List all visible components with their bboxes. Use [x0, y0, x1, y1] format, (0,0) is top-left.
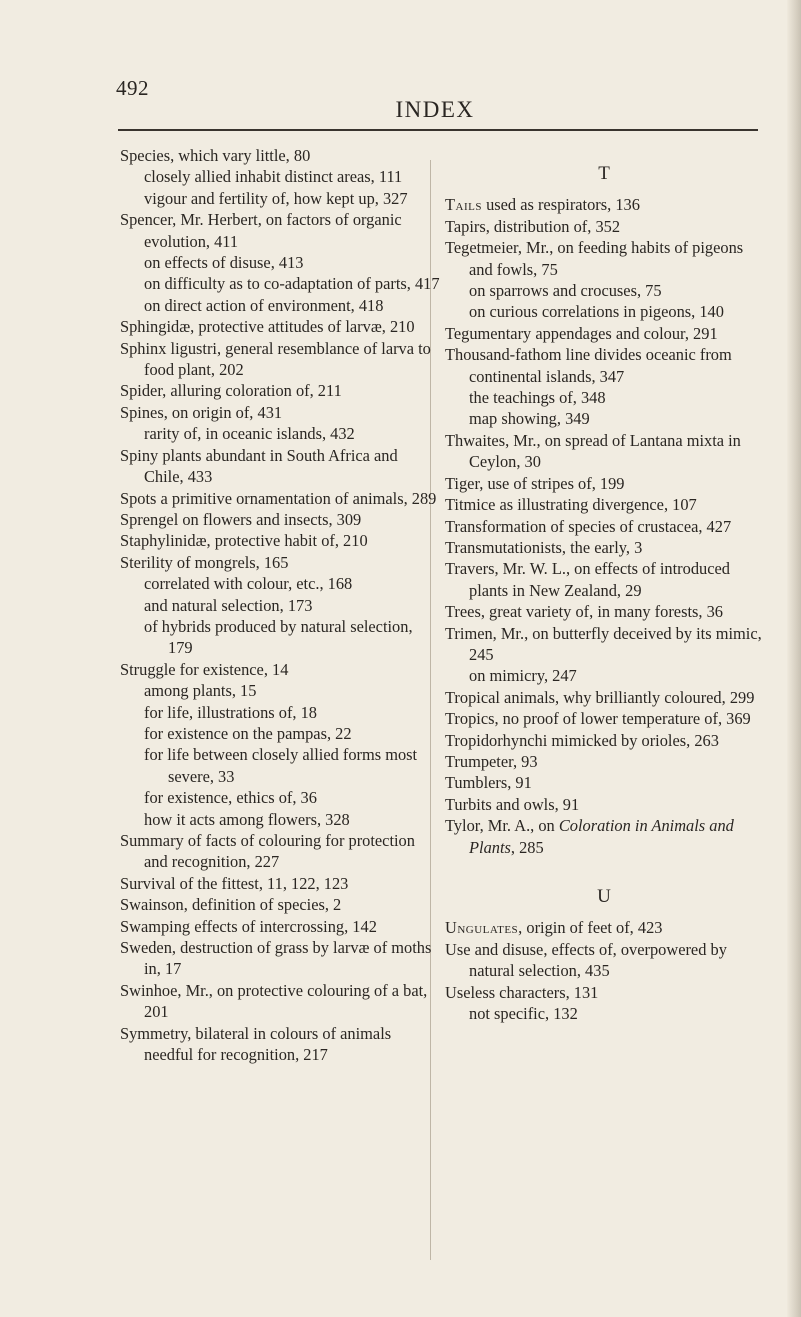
- index-entry: [445, 730, 763, 751]
- header-rule: [118, 129, 758, 131]
- index-entry: [445, 794, 763, 815]
- entry-text: Summary of facts of colouring for protection and recognition, 227: [120, 831, 415, 872]
- entry-text: how it acts among flowers, 328: [144, 809, 350, 829]
- entry-text: Struggle for existence, 14: [120, 659, 289, 679]
- index-entry: [445, 237, 763, 280]
- index-subentry: [120, 809, 440, 830]
- index-entry: [120, 145, 440, 166]
- index-entry: [445, 687, 763, 708]
- entry-text: Tropidorhynchi mimicked by orioles, 263: [445, 730, 719, 750]
- index-entry: [445, 430, 763, 473]
- index-entry: [445, 917, 763, 938]
- index-subentry: [120, 295, 440, 316]
- index-subentry: [120, 188, 440, 209]
- tylor-suffix: , 285: [510, 837, 544, 857]
- entry-text: Turbits and owls, 91: [445, 794, 580, 814]
- index-entry: [120, 380, 440, 401]
- index-subentry: [120, 252, 440, 273]
- index-entry: [120, 916, 440, 937]
- running-head: INDEX: [395, 97, 475, 122]
- entry-text: on difficulty as to co-adaptation of parts, 417: [144, 274, 440, 294]
- index-entry: [445, 344, 763, 387]
- index-subentry: [120, 166, 440, 187]
- entry-text: Titmice as illustrating divergence, 107: [445, 495, 697, 515]
- entry-text: Swinhoe, Mr., on protective colouring of a bat, 201: [120, 980, 428, 1022]
- entry-text: Swainson, definition of species, 2: [120, 895, 342, 915]
- entry-text: on curious correlations in pigeons, 140: [469, 302, 724, 322]
- index-entry: [445, 473, 763, 494]
- index-entry: [445, 982, 763, 1003]
- entry-text: Spots a primitive ornamentation of animals, 289: [120, 488, 437, 508]
- index-entry: [120, 873, 440, 894]
- entry-text: for life, illustrations of, 18: [144, 702, 317, 722]
- entry-text: map showing, 349: [469, 409, 590, 429]
- entry-text: Sphingidæ, protective attitudes of larvæ, 210: [120, 317, 415, 337]
- entry-text: and natural selection, 173: [144, 595, 313, 615]
- entry-text: on mimicry, 247: [469, 666, 577, 686]
- section-u-entries: [445, 917, 763, 1024]
- index-entry: [120, 530, 440, 551]
- index-subentry: [120, 702, 440, 723]
- index-entry: [120, 894, 440, 915]
- index-entry: [120, 316, 440, 337]
- entry-lead-word: Tails: [445, 195, 482, 215]
- index-entry: [120, 338, 440, 381]
- index-subentry: [120, 787, 440, 808]
- entry-text: Tegetmeier, Mr., on feeding habits of pigeons and fowls, 75: [445, 238, 744, 279]
- index-entry: [445, 939, 763, 982]
- entry-text: Transformation of species of crustacea, 427: [445, 516, 732, 536]
- left-column: [120, 145, 440, 1065]
- index-entry: [120, 659, 440, 680]
- index-subentry: [445, 301, 763, 322]
- section-t-entries: [445, 194, 763, 815]
- entry-text: on sparrows and crocuses, 75: [469, 281, 662, 301]
- entry-text: Sterility of mongrels, 165: [120, 552, 289, 572]
- entry-text: on effects of disuse, 413: [144, 253, 304, 273]
- index-entry: [445, 494, 763, 515]
- index-entry: [445, 516, 763, 537]
- entry-text: Spencer, Mr. Herbert, on factors of organic evolution, 411: [120, 210, 402, 251]
- index-entry: [120, 445, 440, 488]
- index-entry: [445, 323, 763, 344]
- entry-text: the teachings of, 348: [469, 388, 606, 408]
- tylor-prefix: Tylor, Mr. A., on: [445, 816, 559, 836]
- entry-text: Thousand-fathom line divides oceanic from continental islands, 347: [445, 345, 732, 386]
- entry-text: Sphinx ligustri, general resemblance of larva to food plant, 202: [120, 338, 431, 380]
- entry-text: Species, which vary little, 80: [120, 146, 311, 165]
- index-subentry: [445, 408, 763, 429]
- entry-text: Travers, Mr. W. L., on effects of introduced plants in New Zealand, 29: [445, 559, 730, 600]
- index-entry: [445, 537, 763, 558]
- index-entry: [445, 751, 763, 772]
- index-subentry: [120, 273, 440, 294]
- entry-text: of hybrids produced by natural selection, 179: [144, 616, 413, 658]
- entry-text: correlated with colour, etc., 168: [144, 574, 353, 594]
- entry-text: Staphylinidæ, protective habit of, 210: [120, 531, 368, 551]
- index-subentry: [120, 616, 440, 659]
- index-subentry: [120, 595, 440, 616]
- entry-text: Spines, on origin of, 431: [120, 402, 283, 422]
- right-column: [445, 163, 763, 1024]
- entry-text: not specific, 132: [469, 1004, 578, 1024]
- index-entry: [120, 830, 440, 873]
- index-subentry: [120, 573, 440, 594]
- index-subentry: [120, 723, 440, 744]
- entry-text: Survival of the fittest, 11, 122, 123: [120, 873, 349, 893]
- page-number: 492: [116, 76, 149, 100]
- entry-text: Tiger, use of stripes of, 199: [445, 473, 625, 493]
- entry-text: Spiny plants abundant in South Africa and Chile, 433: [120, 445, 398, 487]
- entry-text: closely allied inhabit distinct areas, 111: [144, 167, 403, 187]
- index-subentry: [445, 387, 763, 408]
- entry-text: Swamping effects of intercrossing, 142: [120, 916, 377, 936]
- index-entry: [120, 402, 440, 423]
- entry-text: Thwaites, Mr., on spread of Lantana mixta in Ceylon, 30: [445, 430, 741, 472]
- index-entry: [120, 209, 440, 252]
- index-entry: [120, 552, 440, 573]
- index-entry: [445, 772, 763, 793]
- entry-text: vigour and fertility of, how kept up, 327: [144, 188, 408, 208]
- index-entry: [445, 216, 763, 237]
- entry-text: Trees, great variety of, in many forests, 36: [445, 602, 723, 622]
- entry-text: for existence, ethics of, 36: [144, 788, 317, 808]
- index-subentry: [120, 680, 440, 701]
- index-subentry: [120, 744, 440, 787]
- index-subentry: [445, 1003, 763, 1024]
- index-subentry: [120, 423, 440, 444]
- entry-text: Tumblers, 91: [445, 773, 532, 793]
- entry-text: Tapirs, distribution of, 352: [445, 216, 621, 236]
- index-entry: [120, 488, 440, 509]
- entry-text: on direct action of environment, 418: [144, 295, 384, 315]
- index-entry-tylor: [445, 815, 763, 858]
- section-letter-u: U: [597, 886, 611, 907]
- entry-text: Spider, alluring coloration of, 211: [120, 381, 342, 401]
- index-subentry: [445, 280, 763, 301]
- entry-text: rarity of, in oceanic islands, 432: [144, 424, 355, 444]
- entry-text: Tropical animals, why brilliantly coloured, 299: [445, 687, 755, 707]
- index-entry: [445, 623, 763, 666]
- index-entry: [120, 1023, 440, 1066]
- entry-text: used as respirators, 136: [481, 195, 640, 215]
- entry-text: Use and disuse, effects of, overpowered by natural selection, 435: [445, 939, 727, 981]
- index-entry: [445, 558, 763, 601]
- index-entry: [120, 937, 440, 980]
- entry-text: , origin of feet of, 423: [518, 918, 663, 938]
- index-entry: [120, 509, 440, 530]
- entry-text: for life between closely allied forms most severe, 33: [144, 745, 418, 786]
- tylor-title: Coloration in Animals and Plants: [469, 816, 734, 857]
- entry-text: Symmetry, bilateral in colours of animals needful for recognition, 217: [120, 1023, 392, 1065]
- index-subentry: [445, 665, 763, 686]
- index-entry: [120, 980, 440, 1023]
- entry-text: Tropics, no proof of lower temperature of, 369: [445, 709, 751, 729]
- entry-text: Transmutationists, the early, 3: [445, 537, 643, 557]
- entry-text: Sprengel on flowers and insects, 309: [120, 509, 362, 529]
- page-edge-shadow: [787, 0, 801, 1317]
- entry-text: Trumpeter, 93: [445, 751, 538, 771]
- index-entry: [445, 708, 763, 729]
- entry-text: Tegumentary appendages and colour, 291: [445, 323, 718, 343]
- entry-text: Useless characters, 131: [445, 982, 599, 1002]
- entry-text: Sweden, destruction of grass by larvæ of moths in, 17: [120, 938, 432, 979]
- entry-text: Trimen, Mr., on butterfly deceived by its mimic, 245: [445, 623, 762, 664]
- index-entry: [445, 194, 763, 215]
- entry-text: for existence on the pampas, 22: [144, 723, 352, 743]
- entry-lead-word: Ungulates: [445, 918, 519, 938]
- section-letter-t: T: [598, 163, 610, 184]
- entry-text: among plants, 15: [144, 681, 257, 701]
- index-entry: [445, 601, 763, 622]
